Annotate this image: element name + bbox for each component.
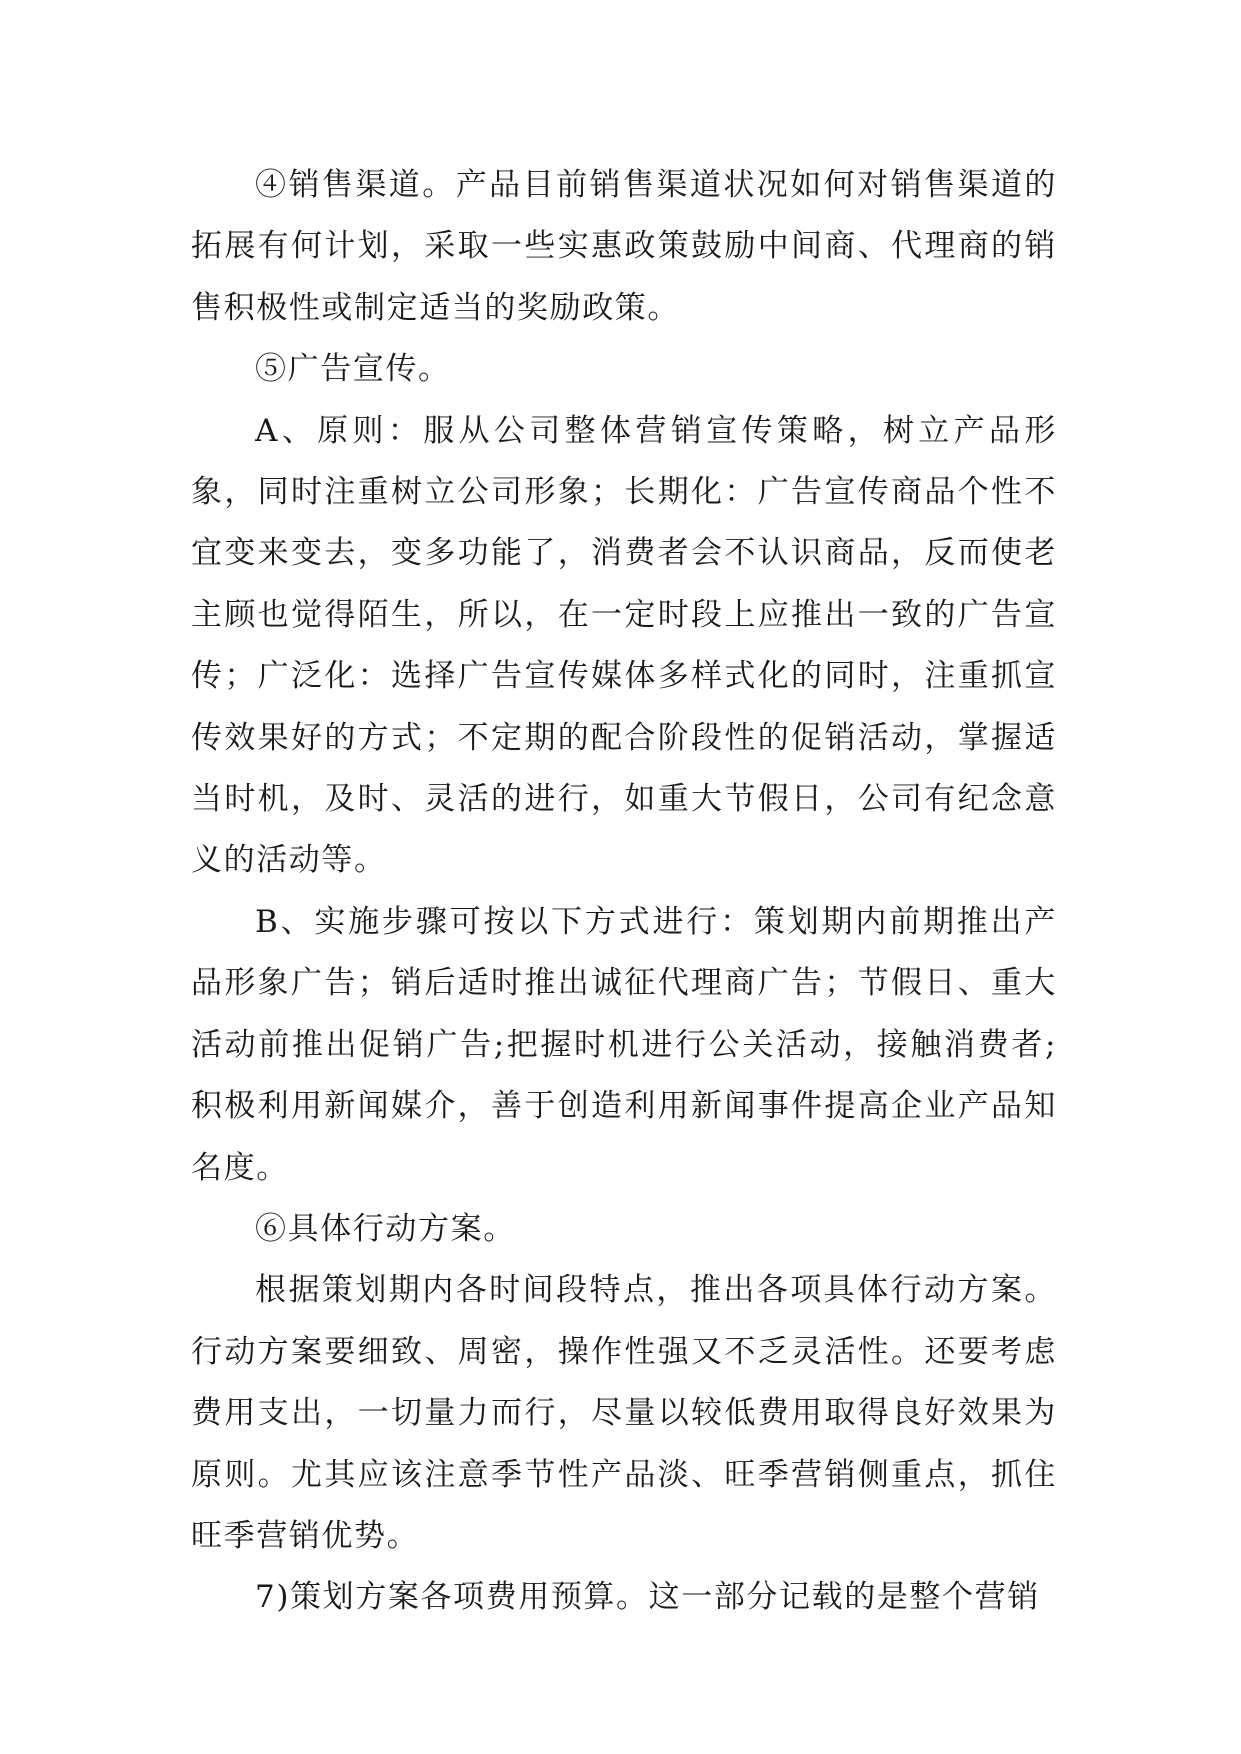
paragraph-advertising-principles: A、原则：服从公司整体营销宣传策略，树立产品形象，同时注重树立公司形象；长期化：广告宣传商品个性不宜变来变去，变多功能了，消费者会不认识商品，反而使老主顾也觉得陌生，所以，在一定时段上应推出一致的广告宣传；广泛化：选择广告宣传媒体多样式化的同时，注重抓宣传效果好的方式；不定期的配合阶段性的促销活动，掌握适当时机，及时、灵活的进行，如重大节假日，公司有纪念意义的活动等。 [191, 412, 1057, 879]
paragraph-action-plan: 根据策划期内各时间段特点，推出各项具体行动方案。行动方案要细致、周密，操作性强又不乏灵活性。还要考虑费用支出，一切量力而行，尽量以较低费用取得良好效果为原则。尤其应该注意季节性产品淡、旺季营销侧重点，抓住旺季营销优势。 [191, 1272, 1057, 1554]
document-body [191, 155, 1057, 1629]
heading-action-plan: ⑥具体行动方案。 [255, 1210, 516, 1247]
paragraph-sales-channels: ④销售渠道。产品目前销售渠道状况如何对销售渠道的拓展有何计划，采取一些实惠政策鼓励中间商、代理商的销售积极性或制定适当的奖励政策。 [191, 167, 1057, 326]
heading-advertising: ⑤广告宣传。 [255, 351, 451, 388]
paragraph-implementation-steps: B、实施步骤可按以下方式进行：策划期内前期推出产品形象广告；销后适时推出诚征代理商广告；节假日、重大活动前推出促销广告;把握时机进行公关活动，接触消费者;积极利用新闻媒介，善于创造利用新闻事件提高企业产品知名度。 [191, 903, 1057, 1186]
paragraph-budget: 7)策划方案各项费用预算。这一部分记载的是整个营销 [255, 1579, 1040, 1616]
